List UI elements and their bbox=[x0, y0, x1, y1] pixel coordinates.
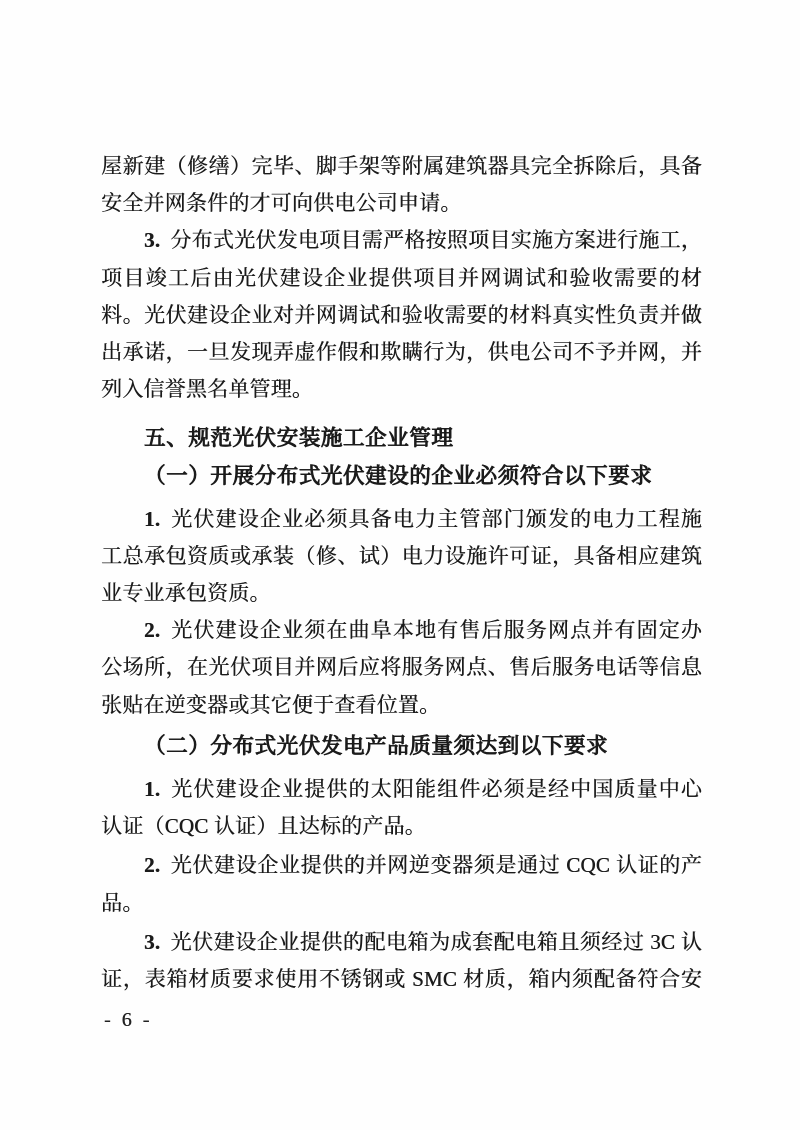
section-heading: （一）开展分布式光伏建设的企业必须符合以下要求 bbox=[144, 463, 653, 488]
text-line-content: 光伏建设企业提供的太阳能组件必须是经中国质量中心 bbox=[170, 777, 702, 801]
list-item-number: 3. bbox=[144, 929, 161, 954]
text-line: 公场所，在光伏项目并网后应将服务网点、售后服务电话等信息 bbox=[101, 655, 702, 680]
list-item-number: 2. bbox=[144, 853, 161, 878]
text-line: 出承诺，一旦发现弄虚作假和欺瞒行为，供电公司不予并网，并 bbox=[101, 339, 702, 364]
text-line bbox=[101, 501, 702, 538]
text-line: 项目竣工后由光伏建设企业提供项目并网调试和验收需要的材 bbox=[101, 265, 702, 290]
text-line-content: 光伏建设企业提供的并网逆变器须是通过 CQC 认证的产 bbox=[170, 853, 702, 878]
text-line: 证，表箱材质要求使用不锈钢或 SMC 材质，箱内须配备符合安 bbox=[101, 966, 702, 991]
text-line bbox=[101, 771, 702, 808]
text-line bbox=[101, 924, 702, 961]
text-line bbox=[101, 847, 702, 884]
text-line: 张贴在逆变器或其它便于查看位置。 bbox=[101, 692, 441, 717]
list-item-number: 1. bbox=[144, 777, 161, 801]
text-line: 安全并网条件的才可向供电公司申请。 bbox=[101, 191, 462, 216]
section-heading: （二）分布式光伏发电产品质量须达到以下要求 bbox=[144, 733, 609, 758]
list-item-number: 2. bbox=[144, 618, 161, 643]
text-line: 列入信誉黑名单管理。 bbox=[101, 377, 313, 402]
text-line: 工总承包资质或承装（修、试）电力设施许可证，具备相应建筑 bbox=[101, 543, 702, 568]
text-line-content: 光伏建设企业提供的配电箱为成套配电箱且须经过 3C 认 bbox=[170, 929, 702, 954]
text-line-content: 光伏建设企业须在曲阜本地有售后服务网点并有固定办 bbox=[170, 618, 702, 643]
page-number: - 6 - bbox=[104, 1009, 153, 1031]
list-item-number: 1. bbox=[144, 506, 161, 531]
section-heading: 五、规范光伏安装施工企业管理 bbox=[144, 426, 454, 451]
text-line bbox=[101, 612, 702, 649]
text-line: 品。 bbox=[101, 890, 144, 915]
text-line-content: 光伏建设企业必须具备电力主管部门颁发的电力工程施 bbox=[170, 506, 702, 531]
text-line: 认证（CQC 认证）且达标的产品。 bbox=[101, 814, 426, 839]
text-line bbox=[101, 222, 702, 259]
document-body bbox=[101, 148, 702, 998]
text-line: 业专业承包资质。 bbox=[101, 581, 271, 606]
list-item-number: 3. bbox=[144, 228, 161, 253]
text-line: 料。光伏建设企业对并网调试和验收需要的材料真实性负责并做 bbox=[101, 302, 702, 327]
text-line: 屋新建（修缮）完毕、脚手架等附属建筑器具完全拆除后，具备 bbox=[101, 154, 702, 178]
text-line-content: 分布式光伏发电项目需严格按照项目实施方案进行施工， bbox=[170, 228, 702, 253]
